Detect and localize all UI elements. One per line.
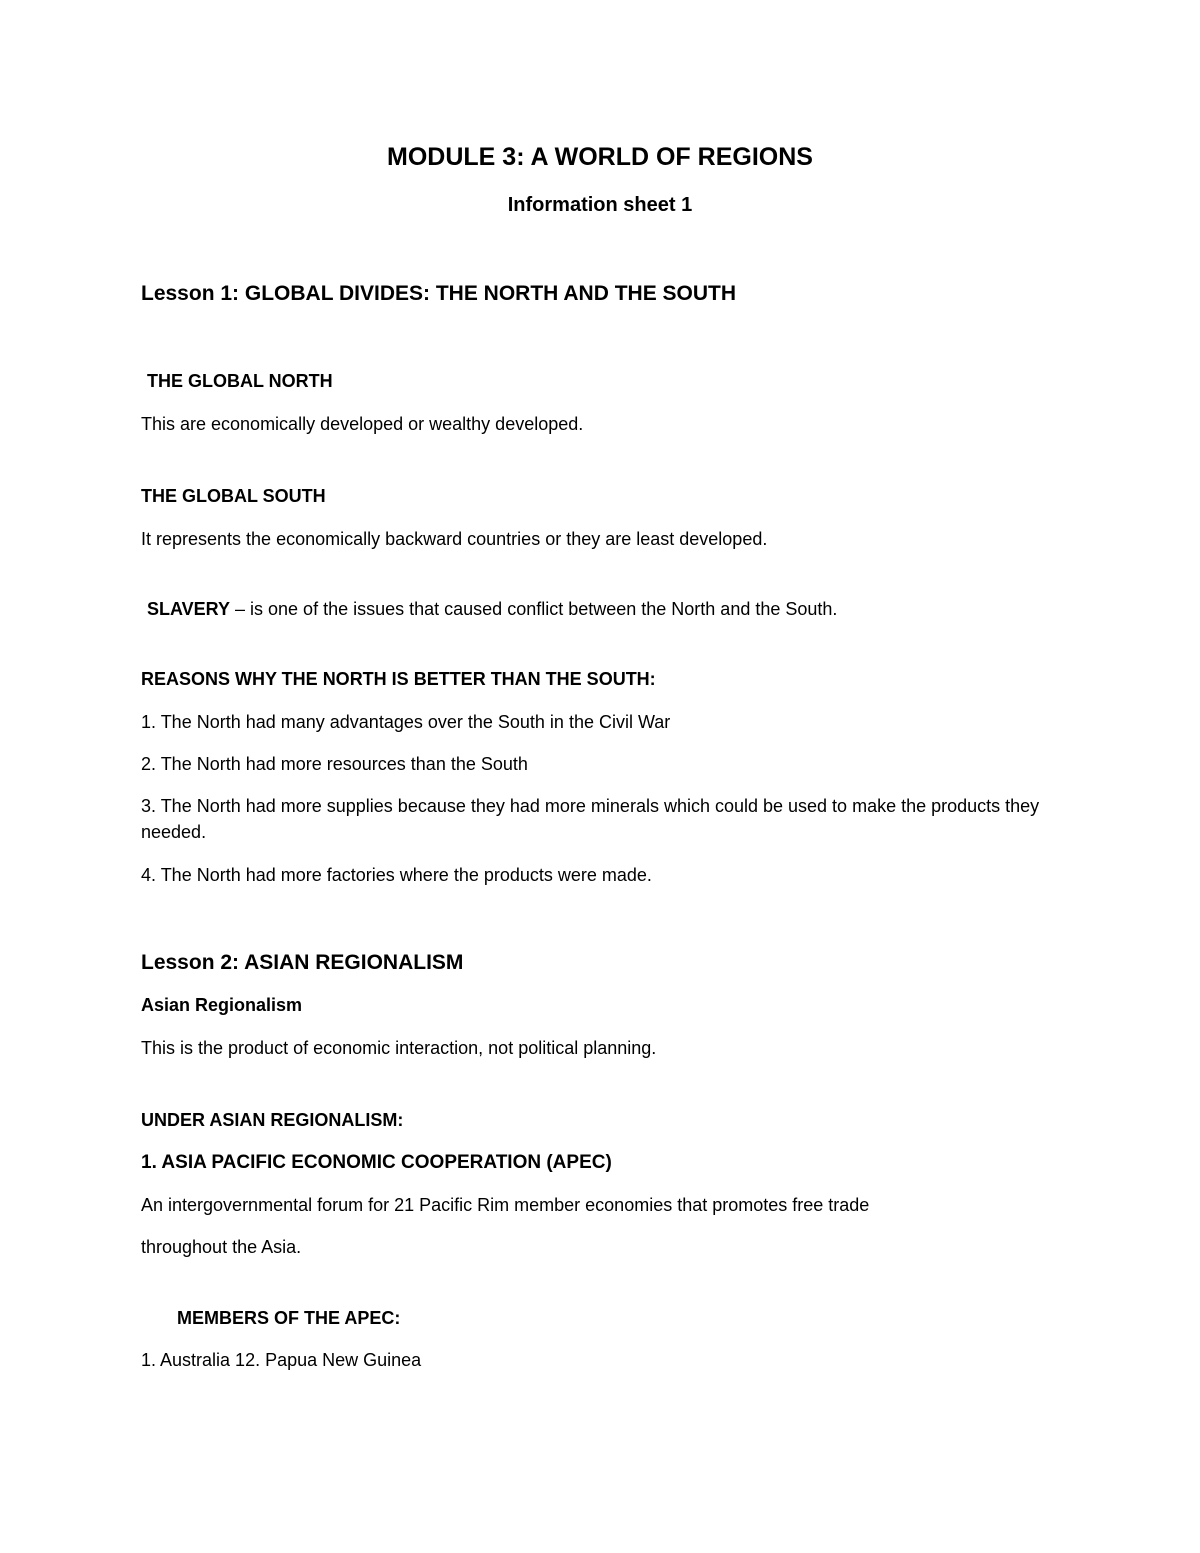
lesson-2-heading: Lesson 2: ASIAN REGIONALISM [141, 951, 464, 974]
reasons-heading: REASONS WHY THE NORTH IS BETTER THAN THE SOUTH: [141, 669, 656, 689]
document-title: MODULE 3: A WORLD OF REGIONS [387, 143, 813, 171]
slavery-text: – is one of the issues that caused conflict between the North and the South. [230, 599, 838, 619]
reason-item-1: 1. The North had many advantages over the South in the Civil War [141, 712, 671, 732]
slavery-paragraph [147, 599, 837, 620]
slavery-term: SLAVERY [147, 599, 231, 619]
reason-item-2: 2. The North had more resources than the South [141, 754, 528, 774]
reason-item-3: 3. The North had more supplies because they had more minerals which could be used to make the products they needed. [141, 796, 1040, 842]
apec-members-line: 1. Australia 12. Papua New Guinea [141, 1350, 422, 1370]
asian-regionalism-text: This is the product of economic interaction, not political planning. [141, 1038, 657, 1058]
global-north-text: This are economically developed or wealthy developed. [141, 414, 584, 434]
apec-members-heading: MEMBERS OF THE APEC: [177, 1308, 401, 1328]
global-south-text: It represents the economically backward countries or they are least developed. [141, 529, 768, 549]
apec-heading: 1. ASIA PACIFIC ECONOMIC COOPERATION (APEC) [141, 1152, 612, 1173]
apec-text-line-2: throughout the Asia. [141, 1237, 302, 1257]
global-south-heading: THE GLOBAL SOUTH [141, 486, 326, 506]
apec-text-line-1: An intergovernmental forum for 21 Pacific Rim member economies that promotes free trade [141, 1195, 870, 1215]
reason-item-4: 4. The North had more factories where the products were made. [141, 865, 652, 885]
asian-regionalism-subheading: Asian Regionalism [141, 995, 303, 1015]
under-asian-regionalism-heading: UNDER ASIAN REGIONALISM: [141, 1110, 404, 1130]
global-north-heading: THE GLOBAL NORTH [147, 371, 333, 391]
lesson-1-heading: Lesson 1: GLOBAL DIVIDES: THE NORTH AND THE SOUTH [141, 282, 737, 305]
document-subtitle: Information sheet 1 [507, 194, 693, 216]
